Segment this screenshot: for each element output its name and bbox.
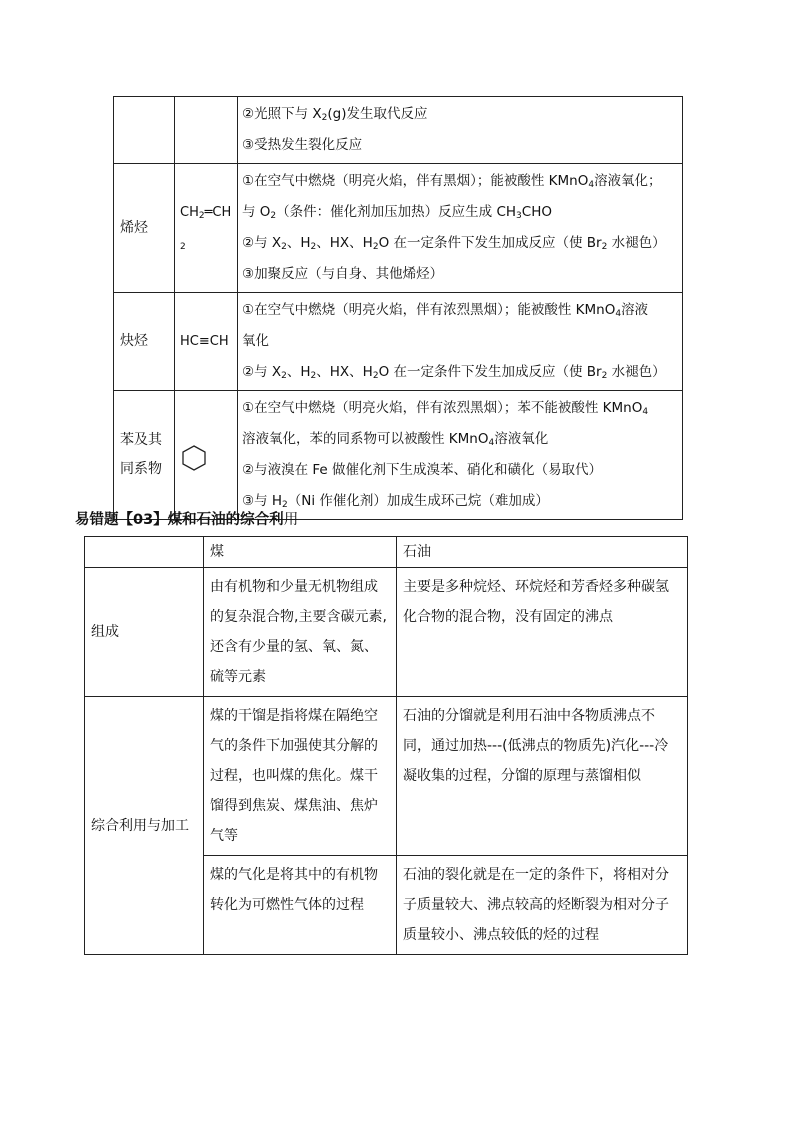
row-label-composition: 组成 (85, 568, 204, 697)
coal-distillation-cell: 煤的干馏是指将煤在隔绝空气的条件下加强使其分解的过程，也叫煤的焦化。煤干馏得到焦炭、煤焦油、焦炉气等 (204, 697, 397, 856)
name-cell-alkene: 烯烃 (114, 164, 175, 293)
formula-cell-ethylene: $CH_2═CH$ $_2$ (175, 164, 238, 293)
property-line: ②与液溴在 Fe 做催化剂下生成溴苯、硝化和磺化（易取代） (242, 462, 603, 478)
oil-cracking-cell: 石油的裂化就是在一定的条件下，将相对分子质量较大、沸点较高的烃断裂为相对分子质量较小、沸点较低的烃的过程 (397, 856, 688, 955)
property-line: ②与 $X_2$、$H_2$、HX、$H_2O$ 在一定条件下发生加成反应（使 $Br_2$ 水褪色） (242, 235, 666, 252)
property-line: 与 $O_2$（条件：催化剂加压加热）反应生成 $CH_3CHO$ (242, 204, 552, 221)
property-line: ③加聚反应（与自身、其他烯烃） (242, 266, 444, 282)
property-line: ③与 $H_2(Ni$ 作催化剂）加成生成环己烷（难加成） (242, 493, 549, 510)
property-line: 溶液氧化，苯的同系物可以被酸性 KMnO$_4$溶液氧化 (242, 431, 549, 448)
oil-composition-cell: 主要是多种烷烃、环烷烃和芳香烃多种碳氢化合物的混合物，没有固定的沸点 (397, 568, 688, 697)
table-row (114, 391, 683, 520)
name-cell-benzene: 苯及其 同系物 (114, 391, 175, 520)
section-title: 易错题【03】煤和石油的综合利用 (75, 512, 299, 528)
oil-fractionation-cell: 石油的分馏就是利用石油中各物质沸点不同，通过加热---(低沸点的物质先)汽化---冷凝收集的过程，分馏的原理与蒸馏相似 (397, 697, 688, 856)
benzene-ring-icon (180, 444, 208, 472)
coal-gasification-cell: 煤的气化是将其中的有机物转化为可燃性气体的过程 (204, 856, 397, 955)
name-cell (114, 97, 175, 164)
property-line: ①在空气中燃烧（明亮火焰，伴有浓烈黑烟）；苯不能被酸性 KMnO$_4$ (242, 400, 649, 417)
property-line: ①在空气中燃烧（明亮火焰，伴有黑烟）；能被酸性 KMnO$_4$溶液氧化； (242, 173, 662, 190)
property-line: ①在空气中燃烧（明亮火焰，伴有浓烈黑烟）；能被酸性 KMnO$_4$溶液 (242, 302, 649, 319)
row-label-processing: 综合利用与加工 (85, 697, 204, 955)
formula-cell-benzene (175, 391, 238, 520)
table-header-row (85, 537, 688, 568)
table-row (114, 293, 683, 391)
table-row (114, 97, 683, 164)
property-line: 氧化 (242, 333, 269, 349)
props-cell-benzene (238, 391, 683, 520)
property-line: ②与 $X_2$、$H_2$、HX、$H_2O$ 在一定条件下发生加成反应（使 $Br_2$ 水褪色） (242, 364, 666, 381)
table-row (85, 697, 688, 856)
property-line: ③受热发生裂化反应 (242, 137, 363, 153)
props-cell-alkene (238, 164, 683, 293)
property-line: ②光照下与 $X_2(g)$发生取代反应 (242, 106, 428, 123)
header-cell-empty (85, 537, 204, 568)
header-cell-coal: 煤 (204, 537, 397, 568)
table-row (85, 568, 688, 697)
formula-cell-acetylene: HC≡CH (175, 293, 238, 391)
table-row (114, 164, 683, 293)
coal-composition-cell: 由有机物和少量无机物组成的复杂混合物,主要含碳元素,还含有少量的氢、氧、氮、硫等元素 (204, 568, 397, 697)
props-cell-alkyne (238, 293, 683, 391)
name-cell-alkyne: 炔烃 (114, 293, 175, 391)
header-cell-oil: 石油 (397, 537, 688, 568)
hydrocarbon-properties-table (113, 96, 683, 520)
coal-oil-table (84, 536, 688, 955)
props-cell (238, 97, 683, 164)
formula-cell (175, 97, 238, 164)
